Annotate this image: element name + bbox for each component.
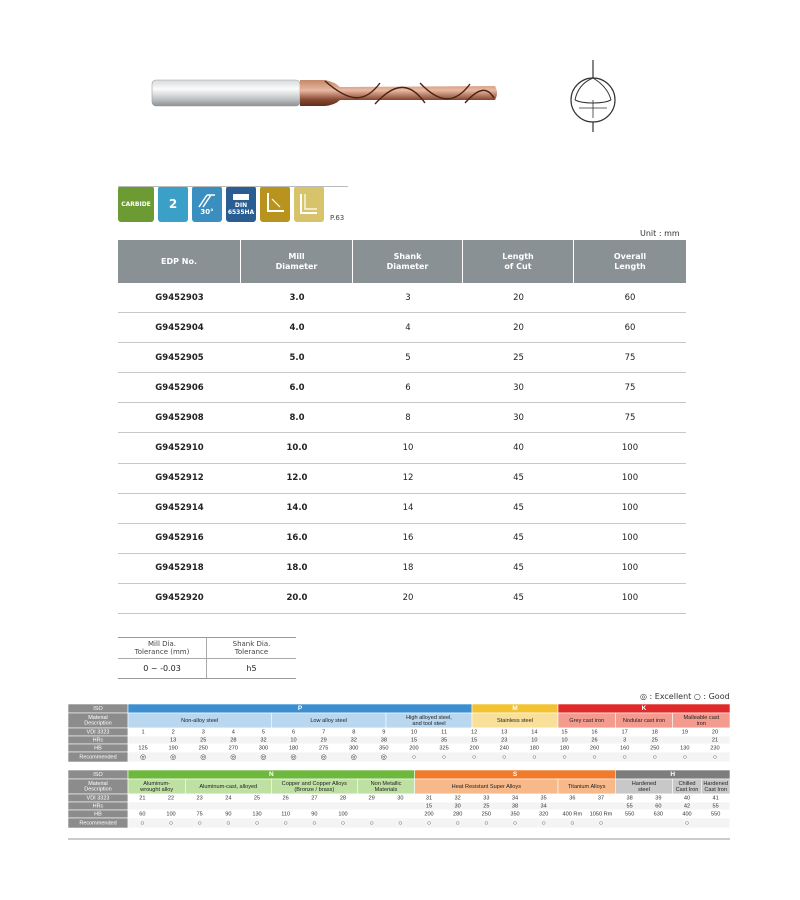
recommended-cell: ○	[682, 753, 687, 761]
recommended-cell: ○	[283, 819, 288, 827]
recommended-cell: ◎	[139, 753, 147, 761]
header-edp: EDP No.	[118, 240, 241, 283]
iso-group-label: S	[512, 771, 518, 779]
hb-cell: 320	[538, 811, 549, 818]
value-row-bg	[128, 752, 730, 762]
table-row	[118, 343, 686, 373]
shank-tolerance-value: h5	[246, 664, 257, 673]
recommended-cell: ○	[197, 819, 202, 827]
hrc-cell: 25	[200, 737, 207, 744]
recommended-cell: ○	[598, 819, 604, 827]
table-row	[118, 464, 686, 494]
vdi-cell: 16	[591, 729, 598, 736]
end-mill-illustration	[150, 78, 500, 108]
value-row-bg	[128, 736, 730, 744]
mill-diameter-cell: 20.0	[286, 593, 308, 604]
vdi-cell: 41	[712, 795, 719, 802]
shank-diameter-cell: 3	[405, 292, 411, 303]
iso-group-label: N	[268, 771, 274, 779]
mill-diameter-cell: 5.0	[289, 352, 305, 363]
helix-angle-icon	[192, 186, 222, 222]
recommended-cell: ○	[340, 819, 346, 827]
recommended-cell: ○	[455, 819, 460, 827]
mill-diameter-cell: 3.0	[289, 292, 305, 303]
vdi-cell: 23	[196, 795, 203, 802]
recommended-cell: ○	[312, 819, 317, 827]
material-desc: Heat Resistant Super Alloys	[451, 783, 522, 790]
vdi-cell: 2	[171, 729, 175, 736]
hb-cell: 130	[680, 745, 690, 752]
hb-cell: 230	[710, 745, 720, 752]
vdi-cell: 27	[311, 795, 318, 802]
table-row	[118, 283, 686, 313]
vdi-cell: 18	[651, 729, 658, 736]
material-desc: Aluminum-cast, alloyed	[199, 783, 258, 790]
shank-diameter-cell: 5	[405, 352, 411, 363]
recommended-cell: ○	[592, 753, 597, 761]
recommended-cell: ○	[411, 753, 417, 761]
row-label: HB	[94, 745, 102, 752]
mill-diameter-cell: 10.0	[286, 443, 308, 454]
material-desc: Nodular cast iron	[622, 717, 666, 724]
edp-no-cell: G9452914	[155, 503, 204, 514]
edp-no-cell: G9452905	[155, 352, 204, 363]
table-row	[118, 433, 686, 463]
row-label: HRc	[92, 737, 104, 744]
spec-table-body	[118, 283, 686, 614]
edp-no-cell: G9452906	[155, 382, 204, 393]
row-label: Material Description	[84, 781, 112, 793]
length-of-cut-cell: 25	[513, 352, 524, 363]
material-desc: Chilled Cast Iron	[675, 781, 699, 793]
table-row	[118, 584, 686, 614]
recommended-cell: ○	[684, 819, 690, 827]
vdi-cell: 10	[410, 729, 418, 736]
length-of-cut-cell: 20	[513, 322, 524, 333]
hrc-cell: 10	[561, 737, 568, 744]
recommended-cell: ○	[426, 819, 432, 827]
feature-icons	[118, 186, 348, 222]
recommended-cell: ◎	[350, 753, 357, 761]
vdi-cell: 24	[225, 795, 232, 802]
recommended-cell: ○	[622, 753, 627, 761]
iso-group-label: K	[641, 705, 647, 713]
recommended-cell: ○	[140, 819, 145, 827]
mill-diameter-cell: 6.0	[289, 382, 305, 393]
hb-cell: 630	[653, 811, 664, 818]
recommended-cell: ○	[484, 819, 489, 827]
recommendation-legend: ◎ : Excellent ○ : Good	[640, 692, 730, 701]
vdi-cell: 37	[597, 795, 605, 802]
row-label: Material Description	[84, 715, 112, 727]
unit-label: Unit : mm	[640, 229, 680, 238]
recommended-cell: ○	[441, 753, 447, 761]
hrc-cell: 28	[230, 737, 237, 744]
vdi-cell: 36	[569, 795, 576, 802]
hb-cell: 350	[379, 745, 389, 752]
hrc-cell: 32	[260, 737, 267, 744]
table-row	[118, 494, 686, 524]
divider	[118, 186, 348, 187]
overall-length-cell: 100	[621, 563, 639, 574]
flute-count-icon	[158, 186, 188, 222]
recommended-cell: ○	[652, 753, 657, 761]
length-of-cut-cell: 45	[513, 503, 524, 514]
vdi-cell: 21	[139, 795, 146, 802]
recommended-cell: ◎	[200, 753, 207, 761]
vdi-cell: 9	[382, 729, 386, 736]
hrc-cell: 3	[623, 737, 627, 744]
hb-cell: 100	[166, 811, 176, 818]
mill-diameter-cell: 14.0	[286, 503, 308, 514]
hb-cell: 280	[452, 811, 463, 818]
overall-length-cell: 100	[621, 533, 639, 544]
vdi-cell: 6	[291, 729, 296, 736]
application-icon	[294, 186, 324, 222]
hb-cell: 160	[619, 745, 630, 752]
spec-table	[118, 240, 686, 614]
hb-cell: 550	[710, 811, 721, 818]
length-of-cut-cell: 30	[513, 412, 524, 423]
overall-length-cell: 75	[624, 382, 636, 393]
hb-cell: 300	[349, 745, 359, 752]
hb-cell: 110	[281, 811, 291, 818]
hrc-cell: 60	[655, 803, 662, 810]
vdi-cell: 26	[282, 795, 289, 802]
row-label: VDI 3323	[86, 729, 110, 736]
carbide-label: CARBIDE	[121, 200, 151, 208]
hrc-cell: 29	[320, 737, 327, 744]
material-desc: Stainless steel	[496, 717, 534, 724]
shank-diameter-cell: 18	[402, 563, 414, 574]
hb-cell: 275	[318, 745, 329, 752]
hrc-cell: 42	[683, 803, 691, 810]
recommended-cell: ○	[570, 819, 575, 827]
hb-cell: 200	[469, 745, 479, 752]
table-row	[118, 373, 686, 403]
spec-table-header	[118, 240, 686, 283]
hb-cell: 130	[252, 811, 262, 818]
end-view-diagram	[563, 60, 623, 132]
hrc-cell: 30	[454, 803, 461, 810]
value-row-bg	[128, 744, 730, 752]
overall-length-cell: 75	[624, 352, 636, 363]
table-row	[118, 403, 686, 433]
hb-cell: 300	[258, 745, 269, 752]
material-desc: Titanium Alloys	[567, 783, 606, 790]
shank-diameter-cell: 10	[402, 443, 414, 454]
shank-diameter-cell: 14	[402, 503, 414, 514]
edp-no-cell: G9452912	[155, 473, 204, 484]
recommended-cell: ○	[168, 819, 174, 827]
vdi-cell: 13	[501, 729, 508, 736]
header-overall-length: Overall Length	[613, 251, 647, 271]
header-shank-diameter: Shank Diameter	[353, 240, 463, 283]
shank-diameter-cell: 8	[405, 412, 411, 423]
hrc-cell: 55	[712, 803, 719, 810]
recommended-cell: ○	[226, 819, 231, 827]
length-of-cut-cell: 40	[513, 443, 524, 454]
hrc-cell: 15	[425, 803, 433, 810]
overall-length-cell: 75	[624, 412, 636, 423]
edp-no-cell: G9452910	[155, 443, 204, 454]
length-of-cut-cell: 45	[513, 533, 524, 544]
hb-cell: 125	[138, 745, 148, 752]
mill-diameter-cell: 12.0	[286, 473, 308, 484]
hb-cell: 100	[338, 811, 348, 818]
overall-length-cell: 60	[624, 292, 636, 303]
hrc-cell: 34	[540, 803, 547, 810]
mill-diameter-cell: 4.0	[289, 322, 305, 333]
hrc-cell: 15	[471, 737, 478, 744]
hb-cell: 75	[196, 811, 203, 818]
overall-length-cell: 100	[621, 503, 639, 514]
mill-tolerance-value: 0 ~ -0.03	[118, 659, 207, 678]
vdi-cell: 14	[531, 729, 538, 736]
material-desc: Aluminum-wrought alloy	[140, 781, 174, 793]
length-of-cut-cell: 45	[513, 563, 524, 574]
edp-no-cell: G9452918	[155, 563, 204, 574]
vdi-cell: 33	[483, 795, 490, 802]
hb-cell: 180	[529, 745, 540, 752]
carbide-icon	[118, 186, 154, 222]
slot-glyph-icon	[298, 191, 320, 217]
vdi-cell: 4	[231, 729, 235, 736]
shank-diameter-cell: 12	[402, 473, 414, 484]
recommended-cell: ◎	[290, 753, 297, 761]
hb-cell: 400 Rm	[562, 811, 583, 818]
iso-group-label: P	[297, 705, 303, 713]
hb-cell: 250	[650, 745, 660, 752]
shank-glyph-icon	[232, 192, 250, 202]
vdi-cell: 28	[339, 795, 347, 802]
vdi-cell: 5	[261, 729, 266, 736]
edp-no-cell: G9452908	[155, 412, 204, 423]
hrc-cell: 38	[511, 803, 519, 810]
edp-no-cell: G9452920	[155, 593, 204, 604]
vdi-cell: 17	[621, 729, 628, 736]
recommended-cell: ◎	[380, 753, 387, 761]
vdi-cell: 38	[626, 795, 633, 802]
recommended-cell: ○	[502, 753, 507, 761]
table-row	[118, 554, 686, 584]
material-desc: Non-alloy steel	[181, 717, 219, 724]
iso-group-label: H	[670, 771, 676, 779]
hrc-cell: 35	[440, 737, 448, 744]
mill-diameter-cell: 8.0	[289, 412, 305, 423]
hb-cell: 1050 Rm	[589, 811, 613, 818]
hb-cell: 250	[198, 745, 208, 752]
vdi-cell: 12	[471, 729, 478, 736]
vdi-cell: 3	[201, 729, 205, 736]
hb-cell: 250	[481, 811, 492, 818]
corner-glyph-icon	[264, 191, 286, 217]
edp-no-cell: G9452903	[155, 292, 204, 303]
hrc-cell: 10	[531, 737, 538, 744]
flute-count: 2	[168, 196, 178, 211]
vdi-cell: 39	[655, 795, 662, 802]
recommended-cell: ○	[254, 819, 260, 827]
recommended-cell: ◎	[320, 753, 327, 761]
din-label: DIN 6535HA	[227, 202, 255, 216]
vdi-cell: 7	[322, 729, 326, 736]
helix-glyph-icon	[197, 193, 217, 209]
length-of-cut-cell: 45	[513, 473, 524, 484]
row-label: Recommended	[79, 820, 117, 827]
vdi-cell: 30	[397, 795, 404, 802]
material-desc: Non Metallic Materials	[370, 781, 402, 793]
mill-diameter-cell: 16.0	[286, 533, 308, 544]
hb-cell: 200	[409, 745, 419, 752]
row-label: VDI 3323	[86, 795, 110, 802]
length-of-cut-cell: 30	[513, 382, 524, 393]
hrc-cell: 55	[626, 803, 633, 810]
mill-tolerance-header: Mill Dia. Tolerance (mm)	[118, 638, 207, 658]
header-length-of-cut: Length of Cut	[463, 240, 574, 283]
table-row	[118, 313, 686, 343]
hb-cell: 325	[439, 745, 449, 752]
material-desc: Hardened Cast Iron	[703, 781, 728, 793]
hrc-cell: 38	[380, 737, 387, 744]
row-label: ISO	[93, 705, 103, 712]
vdi-cell: 19	[681, 729, 688, 736]
vdi-cell: 31	[425, 795, 433, 802]
helix-label: 30°	[200, 207, 214, 216]
vdi-cell: 11	[441, 729, 447, 736]
hrc-cell: 23	[501, 737, 508, 744]
vdi-cell: 20	[711, 729, 719, 736]
overall-length-cell: 100	[621, 443, 639, 454]
hb-cell: 200	[424, 811, 434, 818]
hrc-cell: 26	[591, 737, 598, 744]
vdi-cell: 35	[540, 795, 547, 802]
hb-cell: 180	[288, 745, 299, 752]
hb-cell: 190	[168, 745, 178, 752]
value-row-bg	[128, 728, 730, 736]
vdi-cell: 29	[368, 795, 375, 802]
overall-length-cell: 100	[621, 593, 639, 604]
hb-cell: 90	[225, 811, 232, 818]
vdi-cell: 1	[141, 729, 145, 736]
hb-cell: 180	[559, 745, 570, 752]
length-of-cut-cell: 20	[513, 292, 524, 303]
row-label: ISO	[93, 771, 103, 778]
recommended-cell: ○	[369, 819, 374, 827]
vdi-cell: 8	[352, 729, 356, 736]
hb-cell: 90	[311, 811, 318, 818]
hb-cell: 60	[139, 811, 146, 818]
material-desc: Low alloy steel	[310, 717, 348, 724]
row-label: HRc	[92, 803, 104, 810]
row-label: Recommended	[79, 754, 117, 761]
edp-no-cell: G9452904	[155, 322, 204, 333]
edp-no-cell: G9452916	[155, 533, 204, 544]
vdi-cell: 22	[167, 795, 175, 802]
shank-diameter-cell: 20	[402, 593, 414, 604]
mill-diameter-cell: 18.0	[286, 563, 308, 574]
hrc-cell: 21	[711, 737, 719, 744]
recommended-cell: ○	[472, 753, 477, 761]
material-desc: Grey cast iron	[569, 717, 605, 724]
hb-cell: 260	[589, 745, 600, 752]
hrc-cell: 15	[410, 737, 418, 744]
hrc-cell: 25	[651, 737, 658, 744]
hb-cell: 550	[624, 811, 635, 818]
hb-cell: 350	[510, 811, 520, 818]
din-standard-icon	[226, 186, 256, 222]
page-reference: P.63	[330, 214, 345, 222]
recommended-cell: ○	[541, 819, 546, 827]
shank-diameter-cell: 4	[405, 322, 411, 333]
overall-length-cell: 60	[624, 322, 636, 333]
recommended-cell: ○	[512, 819, 518, 827]
hrc-cell: 32	[350, 737, 357, 744]
recommended-cell: ○	[398, 819, 403, 827]
tool-shape-icon	[260, 186, 290, 222]
vdi-cell: 25	[253, 795, 261, 802]
row-label: HB	[94, 811, 102, 818]
recommended-cell: ◎	[170, 753, 177, 761]
header-mill-diameter: Mill Diameter	[241, 240, 353, 283]
hrc-cell: 10	[290, 737, 297, 744]
overall-length-cell: 100	[621, 473, 639, 484]
shank-tolerance-header: Shank Dia. Tolerance	[232, 640, 271, 656]
recommended-cell: ○	[532, 753, 537, 761]
vdi-cell: 15	[561, 729, 568, 736]
hrc-cell: 25	[483, 803, 490, 810]
recommended-cell: ◎	[230, 753, 237, 761]
recommended-cell: ◎	[260, 753, 267, 761]
tolerance-table	[118, 637, 296, 679]
vdi-cell: 32	[454, 795, 461, 802]
table-row	[118, 524, 686, 554]
vdi-cell: 40	[683, 795, 691, 802]
shank-diameter-cell: 6	[405, 382, 411, 393]
material-table	[68, 704, 730, 840]
hb-cell: 240	[499, 745, 509, 752]
material-desc: Copper and Copper Alloys (Bronze / brass)	[281, 781, 347, 793]
hrc-cell: 13	[170, 737, 177, 744]
material-desc: High alloyed steel, and tool steel	[406, 715, 452, 727]
recommended-cell: ○	[712, 753, 718, 761]
material-desc: Hardened steel	[631, 781, 657, 793]
vdi-cell: 34	[511, 795, 519, 802]
recommended-cell: ○	[562, 753, 567, 761]
material-desc: Malleable cast iron	[683, 715, 720, 727]
shank-diameter-cell: 16	[402, 533, 414, 544]
hb-cell: 400	[682, 811, 692, 818]
material-table-grid	[68, 704, 730, 840]
length-of-cut-cell: 45	[513, 593, 524, 604]
hb-cell: 270	[228, 745, 239, 752]
iso-group-label: M	[512, 705, 518, 713]
